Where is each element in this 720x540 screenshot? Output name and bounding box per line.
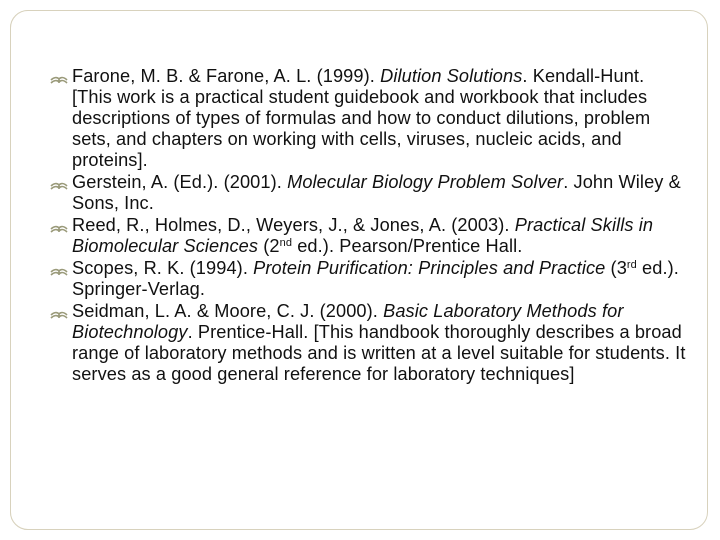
reference-details: . Kendall-Hunt. [This work is a practical student guidebook and workbook that includes descriptions of types of formulas and how to conduct dilutions, problem sets, and chapters on working with cells, viruses, nucleic acids, and proteins].	[72, 66, 651, 170]
reference-item	[48, 66, 688, 171]
reference-details: ed.). Springer-Verlag.	[72, 258, 679, 299]
reference-item	[48, 301, 688, 385]
reference-details: . John Wiley & Sons, Inc.	[72, 172, 681, 213]
reference-details: . Prentice-Hall. [This handbook thoroughly describes a broad range of laboratory methods and is written at a level suitable for students. It serves as a good general reference for laboratory techniques]	[72, 322, 686, 384]
book-bullet-icon	[50, 220, 68, 234]
reference-edition-suffix: nd	[279, 237, 293, 249]
book-bullet-icon	[50, 306, 68, 320]
reference-title: Dilution Solutions	[380, 66, 523, 86]
reference-title: Molecular Biology Problem Solver	[287, 172, 564, 192]
reference-edition-suffix: rd	[626, 259, 637, 271]
reference-item	[48, 258, 688, 300]
reference-edition: (3	[605, 258, 627, 278]
reference-item	[48, 172, 688, 214]
reference-edition: (2	[258, 236, 280, 256]
reference-authors: Gerstein, A. (Ed.). (2001).	[72, 172, 282, 192]
reference-details: ed.). Pearson/Prentice Hall.	[292, 236, 523, 256]
reference-authors: Scopes, R. K. (1994).	[72, 258, 248, 278]
book-bullet-icon	[50, 71, 68, 85]
reference-authors: Seidman, L. A. & Moore, C. J. (2000).	[72, 301, 378, 321]
reference-title: Basic Laboratory Methods for Biotechnology	[72, 301, 624, 342]
reference-list	[48, 66, 688, 386]
reference-authors: Farone, M. B. & Farone, A. L. (1999).	[72, 66, 375, 86]
reference-item	[48, 215, 688, 257]
reference-title: Protein Purification: Principles and Practice	[253, 258, 606, 278]
reference-title: Practical Skills in Biomolecular Sciences	[72, 215, 654, 256]
book-bullet-icon	[50, 177, 68, 191]
reference-authors: Reed, R., Holmes, D., Weyers, J., & Jones, A. (2003).	[72, 215, 510, 235]
book-bullet-icon	[50, 263, 68, 277]
